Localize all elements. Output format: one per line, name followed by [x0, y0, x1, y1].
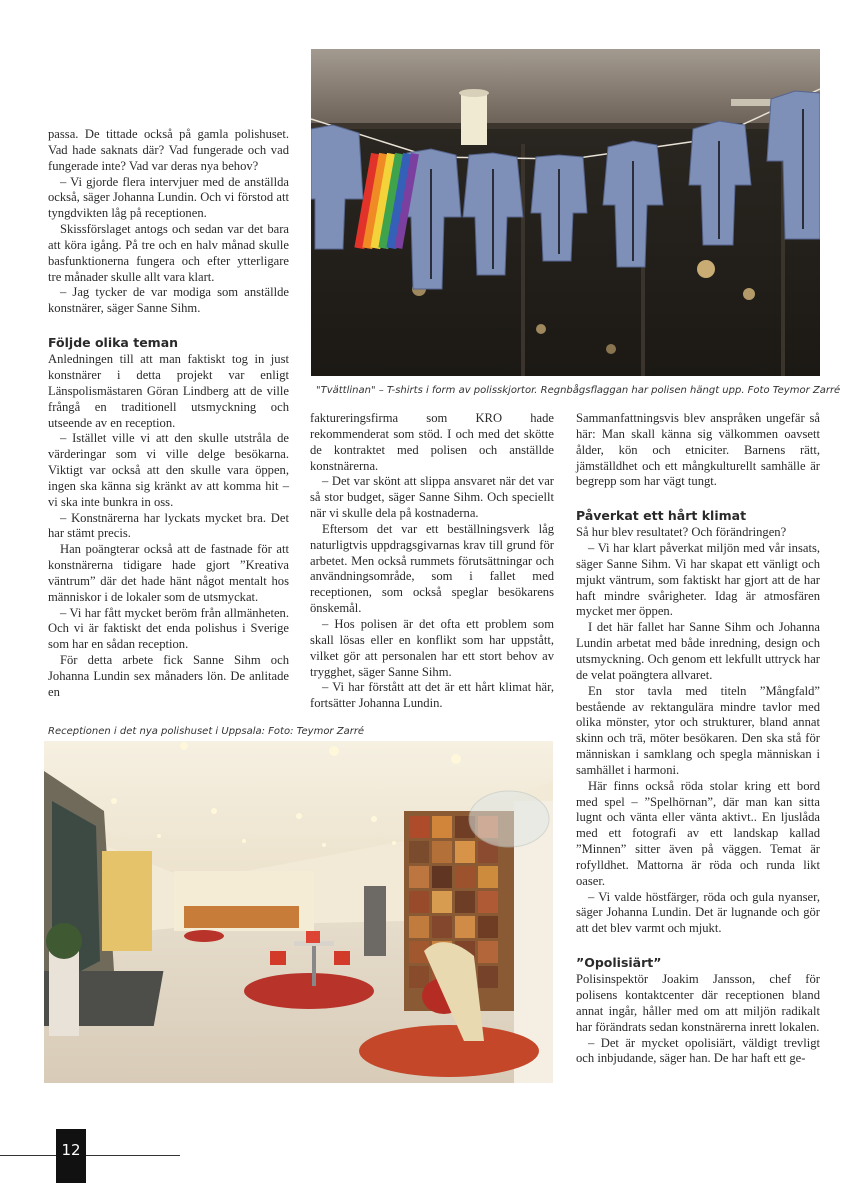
paragraph: – Istället ville vi att den skulle utstråla de värderingar som vi ville delge besökarna. Viktigt var också att den skulle vara öppen, ingen ska känna sig kränkt av att komma hit – vi ska inte bunkra in oss. — [48, 431, 289, 509]
paragraph: Så hur blev resultatet? Och förändringen? — [576, 525, 787, 540]
paragraph: – Vi har fått mycket beröm från allmänheten. Och vi är faktiskt det enda polishus i Sverige som har en sådan reception. — [48, 605, 289, 652]
paragraph: Sammanfattningsvis blev anspråken ungefär så här: Man skall känna sig välkommen oavsett ålder, kön och etniciter. Barnens rätt, jämställdhet och ett mångkulturellt samhälle är begrepp som har vägt tungt. — [576, 411, 820, 489]
paragraph: Polisinspektör Joakim Jansson, chef för polisens kontaktcenter där receptionen bland annat ingår, håller med om att miljön radikalt har förändrats sedan konstnärerna inrett lokalen. — [576, 972, 820, 1034]
paragraph: – Vi gjorde flera intervjuer med de anställda också, säger Johanna Lundin. Och vi förstod att tyngdvikten låg på receptionen. — [48, 174, 289, 221]
paragraph: I det här fallet har Sanne Sihm och Johanna Lundin arbetat med både inredning, design och utsmyckning. Och genom ett lekfullt uttryck har de velat poängtera allvaret. — [576, 620, 820, 682]
paragraph: passa. De tittade också på gamla polishuset. Vad hade saknats där? Vad fungerade och vad fungerade inte? Vad var deras nya behov? — [48, 127, 289, 173]
paragraph: – Det är mycket opolisiärt, väldigt trevligt och inbjudande, säger han. De har haft ett ge- — [576, 1035, 820, 1066]
paragraph: faktureringsfirma som KRO hade rekommenderat som stöd. I och med det skötte de kontraktet med polisen och anställde konstnärerna. — [310, 411, 554, 473]
footer-rule — [0, 1155, 180, 1156]
page-number-tab — [56, 1129, 86, 1183]
clothesline-photo-illustration — [311, 49, 820, 376]
paragraph: – Vi har klart påverkat miljön med vår insats, säger Sanne Sihm. Vi har skapat ett vänligt och mjukt väntrum, som faktiskt har gjort att de har haft mindre svårigheter. Idag är atmosfären mycket mer öppen. — [576, 541, 820, 619]
clothesline-photo — [311, 49, 820, 376]
paragraph: – Det var skönt att slippa ansvaret när det var så stor budget, säger Sanne Sihm. Och speciellt när vi skulle dela på kostnaderna. — [310, 474, 554, 521]
paragraph: En stor tavla med titeln ”Mångfald” bestående av rektangulära mindre tavlor med olika mönster, ytor och strukturer, bland annat skinn och trä, möter besökaren. Den ska stå för människan i samklang och spegla människan i samhället i harmoni. — [576, 683, 820, 777]
section-heading: Följde olika teman — [48, 335, 179, 351]
reception-photo-illustration — [44, 741, 553, 1083]
column-3 — [576, 411, 820, 1067]
paragraph: – Konstnärerna har lyckats mycket bra. Det har stämt precis. — [48, 510, 289, 541]
column-2 — [310, 411, 554, 712]
section-heading: ”Opolisiärt” — [576, 955, 662, 971]
reception-photo — [44, 741, 553, 1083]
paragraph: För detta arbete fick Sanne Sihm och Johanna Lundin sex månaders lön. De anlitade en — [48, 653, 289, 699]
column-1 — [48, 127, 289, 701]
paragraph: – Jag tycker de var modiga som anställde konstnärer, säger Sanne Sihm. — [48, 285, 289, 316]
paragraph: Här finns också röda stolar kring ett bord med spel – ”Spelhörnan”, där man kan sitta lugnt och vänta eller vänta aktivt.. En ljuslåda med ett fotografi av ett landskap kallad ”Minnen” sitter även på väggen. Temat är rofylldhet. Mattorna är röda och runda likt oaser. — [576, 778, 820, 888]
paragraph: Skissförslaget antogs och sedan var det bara att köra igång. På tre och en halv månad skulle basfunktionerna fungera och efter ytterligare tre månader skulle allt vara klart. — [48, 222, 289, 284]
reception-photo-caption: Receptionen i det nya polishuset i Uppsala: Foto: Teymor Zarré — [48, 726, 365, 737]
page-number: 12 — [61, 1141, 81, 1159]
paragraph: – Vi har förstått att det är ett hårt klimat här, fortsätter Johanna Lundin. — [310, 680, 554, 711]
paragraph: – Vi valde höstfärger, röda och gula nyanser, säger Johanna Lundin. Det är lugnande och gör att det blev varmt och mjukt. — [576, 889, 820, 936]
clothesline-photo-caption: "Tvättlinan" – T-shirts i form av polisskjortor. Regnbågsflaggan har polisen hängt upp. Foto Teymor Zarré — [316, 385, 841, 396]
paragraph: Anledningen till att man faktiskt tog in just konstnärer i detta projekt var enligt Länspolismästaren Göran Lindberg att de ville frångå en traditionell utsmyckning och utseende av en reception. — [48, 352, 289, 430]
paragraph: Eftersom det var ett beställningsverk låg naturligtvis uppdragsgivarnas krav till grund för arbetet. Men också rummets förutsättningar och användningsområde, som i fallet med receptionen, som också speglar besökarens önskemål. — [310, 521, 554, 616]
paragraph: Han poängterar också att de fastnade för att konstnärerna tidigare hade gjort ”Kreativa väntrum” där det hade hänt något mentalt hos människor i de lokaler som de utsmyckat. — [48, 542, 289, 604]
section-heading: Påverkat ett hårt klimat — [576, 508, 747, 524]
paragraph: – Hos polisen är det ofta ett problem som skall lösas eller en konflikt som har uppstått, vilket gör att personalen har ett stort behov av trygghet, säger Sanne Sihm. — [310, 616, 554, 679]
